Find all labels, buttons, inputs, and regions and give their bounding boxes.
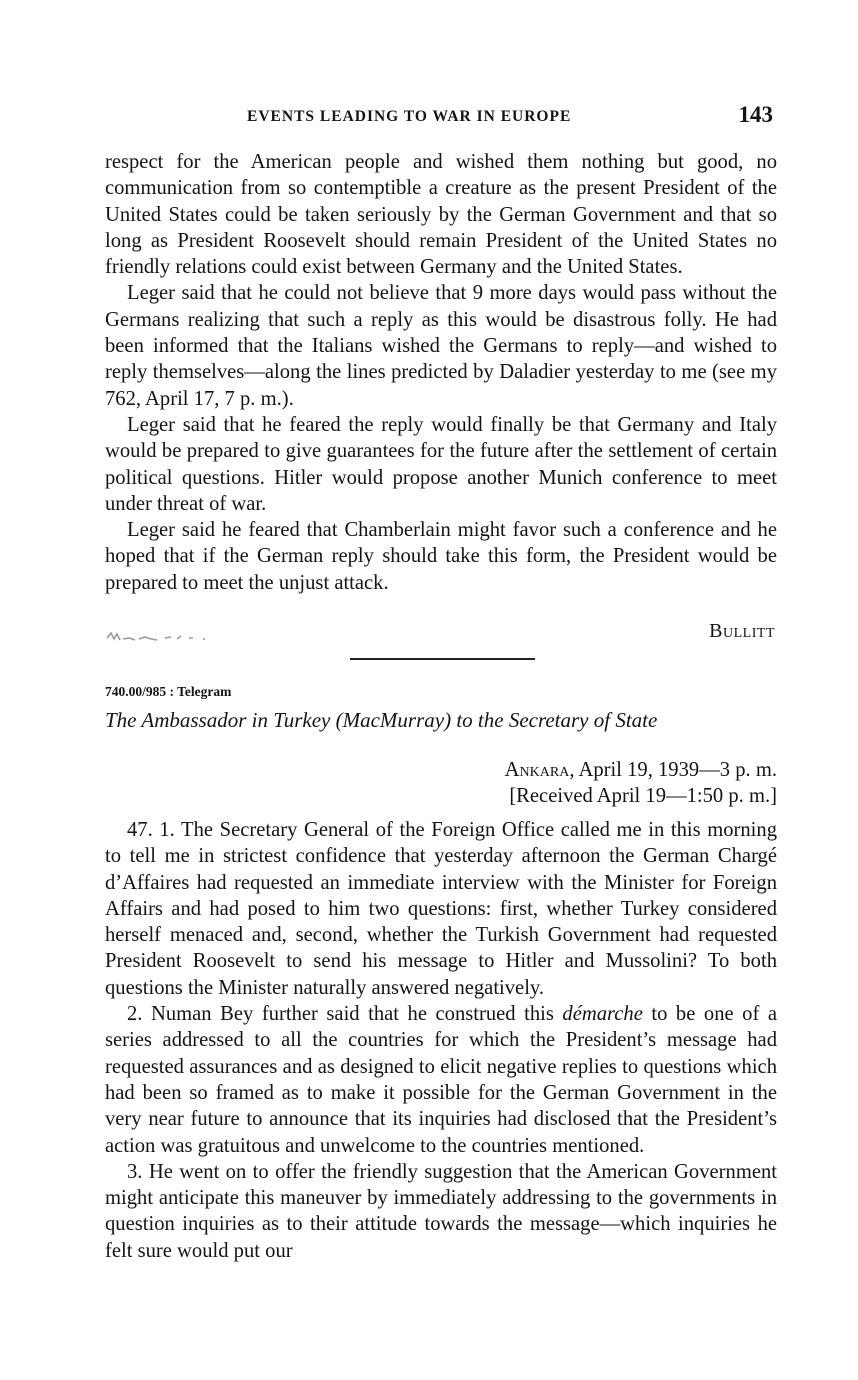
paragraph-1: 47. 1. The Secretary General of the Foreign Office called me in this morning to tell me in strictest confidence that yesterday afternoon the German Chargé d’Affaires had requested an immediate interview with the Minister for Foreign Affairs and had posed to him two questions: first, whether Turkey considered herself menaced and, second, whether the Turkish Government had requested President Roosevelt to send his message to Hitler and Mussolini? To both questions the Minister naturally answered negatively. [105,819,777,999]
signature-row [105,618,777,654]
dateline-place: Ankara, [504,759,575,781]
paragraph-leger-folly: Leger said that he could not believe that 9 more days would pass without the Germans realizing that such a reply as this would be disastrous folly. He had been informed that the Italians wished the Germans to reply—and wished to reply themselves—along the lines predicted by Daladier yesterday to me (see my 762, April 17, 7 p. m.). [105,282,777,410]
paragraph-2-demarche: démarche [562,1003,643,1026]
section-divider [350,658,535,660]
paragraph-leger-guarantees: Leger said that he feared the reply would finally be that Germany and Italy would be prepared to give guarantees for the future after the settlement of certain political questions. Hitler would propose another Munich conference to meet under threat of war. [105,413,777,515]
turkey-telegram-text [105,817,777,1264]
paragraph-2-start: 2. Numan Bey further said that he construed this [127,1003,563,1026]
page-number: 143 [738,102,773,127]
paragraph-2 [105,1001,777,1159]
paragraph-3: 3. He went on to offer the friendly suggestion that the American Government might anticipate this maneuver by immediately addressing to the governments in question inquiries as to their attitude towards the message—which inquiries he felt sure would put our [105,1160,777,1262]
file-reference: 740.00/985 : Telegram [105,684,232,699]
ink-smudge [105,630,215,642]
dateline-received: [Received April 19—1:50 p. m.] [509,785,777,808]
running-title: EVENTS LEADING TO WAR IN EUROPE [247,108,572,125]
paragraph-leger-chamberlain: Leger said he feared that Chamberlain might favor such a conference and he hoped that if the German reply should take this form, the President would be prepared to meet the unjust attack. [105,519,777,594]
document-heading: The Ambassador in Turkey (MacMurray) to the Secretary of State [105,708,658,732]
dateline-sent [505,757,777,783]
running-head [105,100,777,134]
paragraph-2-end: to be one of a series addressed to all the countries for which the President’s message had requested assurances and as designed to elicit negative replies to questions which had been so framed as to make it possible for the German Government in the very near future to announce that its inquiries had disclosed that the President’s action was gratuitous and unwelcome to the countries mentioned. [105,1003,778,1157]
dateline [505,757,777,810]
signature-bullitt: Bullitt [709,620,775,642]
dateline-date: April 19, 1939—3 p. m. [574,759,777,781]
paragraph-continuation: respect for the American people and wished them nothing but good, no communication from so contemptible a creature as the present President of the United States could be taken seriously by the German Government and that so long as President Roosevelt should remain President of the United States no friendly relations could exist between Germany and the United States. [105,151,777,279]
continued-telegram-text [105,149,777,596]
